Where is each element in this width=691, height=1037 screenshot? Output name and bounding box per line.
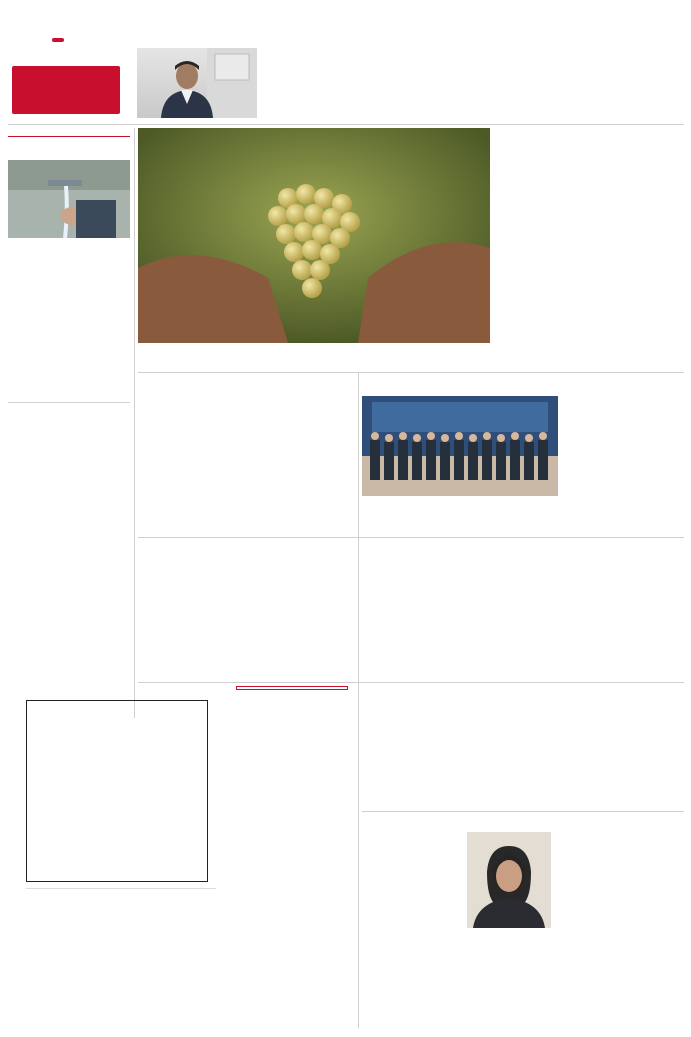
crossword-side-label [12,700,22,882]
down-clues [226,886,350,1026]
grapes-photo [138,128,490,343]
divider [138,372,684,373]
divider [138,537,684,538]
crossword-col-numbers [26,688,208,698]
arrest-story-body [362,832,684,1028]
top-story-col3 [262,66,400,116]
middle-story-body [138,406,356,534]
top-story-photo [137,48,257,118]
logo [12,66,120,114]
crossword [8,686,354,1028]
startup-story-body [562,396,684,530]
sidebar-tag [8,128,130,137]
crossword-grid[interactable] [26,700,208,882]
crossword-notes-area [26,888,216,1024]
column-rule [134,128,135,718]
masthead [8,8,130,120]
divider [362,811,684,812]
startup-caption [362,500,558,530]
water-photo [8,160,130,238]
smuggling-story-body [362,558,684,678]
startup-photo [362,396,558,496]
divider [138,682,684,683]
factory-story-body [138,560,356,670]
fire-story-body [362,703,684,807]
lead-story-col2 [495,186,560,343]
crossword-title [236,686,348,690]
across-clues [226,700,350,882]
lead-story-sub [138,347,256,369]
top-story-col2 [405,66,538,116]
sidebar-story1-body [8,243,130,398]
top-story-col1 [543,66,684,116]
lead-story-caption [260,347,490,369]
section-badge [52,38,64,42]
sidebar-story2-body [8,432,130,717]
divider [8,124,684,125]
crossword-row-numbers [210,700,220,882]
column-rule [358,372,359,1028]
divider [8,402,130,403]
lead-story-col1 [565,186,684,343]
